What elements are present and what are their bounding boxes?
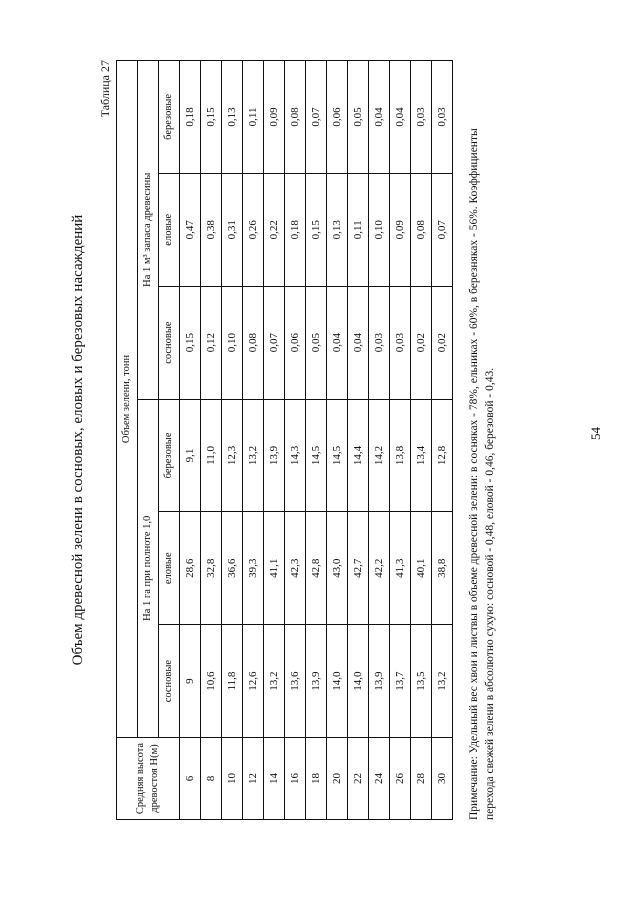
cell-spruce: 42,3 bbox=[285, 512, 306, 625]
rotated-page bbox=[70, 60, 610, 820]
header-pine: сосновые bbox=[159, 625, 180, 738]
cell-spruce2: 0,15 bbox=[306, 173, 327, 286]
header-per-ha: На 1 га при полноте 1,0 bbox=[138, 399, 159, 737]
cell-spruce2: 0,11 bbox=[348, 173, 369, 286]
cell-birch: 14,3 bbox=[285, 399, 306, 512]
cell-pine2: 0,06 bbox=[285, 286, 306, 399]
cell-pine2: 0,02 bbox=[432, 286, 453, 399]
cell-pine2: 0,08 bbox=[243, 286, 264, 399]
table-row bbox=[369, 61, 390, 820]
cell-spruce2: 0,38 bbox=[201, 173, 222, 286]
cell-pine2: 0,03 bbox=[369, 286, 390, 399]
cell-birch2: 0,08 bbox=[285, 61, 306, 174]
cell-h: 8 bbox=[201, 738, 222, 820]
cell-pine: 13,9 bbox=[369, 625, 390, 738]
table-note bbox=[466, 60, 498, 820]
cell-birch2: 0,06 bbox=[327, 61, 348, 174]
table-row bbox=[180, 61, 201, 820]
header-row-3 bbox=[159, 61, 180, 820]
cell-spruce2: 0,08 bbox=[411, 173, 432, 286]
cell-birch2: 0,15 bbox=[201, 61, 222, 174]
header-spruce-m3: еловые bbox=[159, 173, 180, 286]
cell-pine: 13,5 bbox=[411, 625, 432, 738]
table-row bbox=[285, 61, 306, 820]
cell-spruce2: 0,31 bbox=[222, 173, 243, 286]
cell-birch: 13,4 bbox=[411, 399, 432, 512]
cell-birch2: 0,04 bbox=[390, 61, 411, 174]
cell-spruce: 40,1 bbox=[411, 512, 432, 625]
cell-pine2: 0,02 bbox=[411, 286, 432, 399]
cell-spruce: 42,8 bbox=[306, 512, 327, 625]
note-line-1: Примечание: Удельный вес хвои и листвы в объеме древесной зелени: в сосняках - 78%, ельниках - 60%, в березняках - 56%. Коэффициенты bbox=[468, 128, 480, 820]
cell-birch: 9,1 bbox=[180, 399, 201, 512]
cell-spruce2: 0,22 bbox=[264, 173, 285, 286]
header-per-m3: На 1 м³ запаса древесины bbox=[138, 61, 159, 400]
cell-h: 12 bbox=[243, 738, 264, 820]
header-birch-m3: березовые bbox=[159, 61, 180, 174]
cell-pine2: 0,10 bbox=[222, 286, 243, 399]
header-spruce: еловые bbox=[159, 512, 180, 625]
cell-spruce2: 0,18 bbox=[285, 173, 306, 286]
cell-spruce2: 0,07 bbox=[432, 173, 453, 286]
cell-h: 10 bbox=[222, 738, 243, 820]
cell-birch2: 0,09 bbox=[264, 61, 285, 174]
cell-spruce: 36,6 bbox=[222, 512, 243, 625]
table-body bbox=[180, 61, 453, 820]
table-row bbox=[390, 61, 411, 820]
cell-pine: 13,2 bbox=[264, 625, 285, 738]
table-row bbox=[348, 61, 369, 820]
header-pine-m3: сосновые bbox=[159, 286, 180, 399]
cell-birch2: 0,07 bbox=[306, 61, 327, 174]
cell-pine2: 0,05 bbox=[306, 286, 327, 399]
cell-pine2: 0,04 bbox=[348, 286, 369, 399]
table-label: Таблица 27 bbox=[98, 60, 112, 118]
cell-birch: 14,5 bbox=[306, 399, 327, 512]
cell-pine: 13,2 bbox=[432, 625, 453, 738]
cell-pine2: 0,12 bbox=[201, 286, 222, 399]
cell-spruce: 38,8 bbox=[432, 512, 453, 625]
cell-pine: 9 bbox=[180, 625, 201, 738]
table-row bbox=[327, 61, 348, 820]
cell-pine: 13,9 bbox=[306, 625, 327, 738]
cell-birch: 11,0 bbox=[201, 399, 222, 512]
cell-spruce: 28,6 bbox=[180, 512, 201, 625]
cell-h: 14 bbox=[264, 738, 285, 820]
page-title: Объем древесной зелени в сосновых, еловых и березовых насаждений bbox=[70, 214, 86, 666]
cell-pine: 14,0 bbox=[348, 625, 369, 738]
note-line-2: перехода свежей зелени в абсолютно сухую: сосновой - 0,48, еловой - 0,46, березовой - 0,43. bbox=[484, 367, 496, 820]
cell-h: 18 bbox=[306, 738, 327, 820]
cell-birch2: 0,03 bbox=[411, 61, 432, 174]
header-row-1 bbox=[117, 61, 138, 820]
cell-birch2: 0,03 bbox=[432, 61, 453, 174]
cell-birch: 14,2 bbox=[369, 399, 390, 512]
cell-h: 20 bbox=[327, 738, 348, 820]
cell-pine: 11,8 bbox=[222, 625, 243, 738]
cell-pine2: 0,07 bbox=[264, 286, 285, 399]
cell-birch2: 0,04 bbox=[369, 61, 390, 174]
table-row bbox=[411, 61, 432, 820]
header-birch: березовые bbox=[159, 399, 180, 512]
cell-birch: 14,5 bbox=[327, 399, 348, 512]
page-number: 54 bbox=[588, 427, 603, 440]
cell-pine2: 0,03 bbox=[390, 286, 411, 399]
cell-h: 22 bbox=[348, 738, 369, 820]
cell-spruce: 32,8 bbox=[201, 512, 222, 625]
cell-spruce: 39,3 bbox=[243, 512, 264, 625]
table-row bbox=[306, 61, 327, 820]
cell-birch: 12,3 bbox=[222, 399, 243, 512]
cell-birch2: 0,05 bbox=[348, 61, 369, 174]
table-row bbox=[432, 61, 453, 820]
table-row bbox=[243, 61, 264, 820]
cell-pine: 13,6 bbox=[285, 625, 306, 738]
cell-birch2: 0,13 bbox=[222, 61, 243, 174]
cell-birch: 13,8 bbox=[390, 399, 411, 512]
cell-birch2: 0,18 bbox=[180, 61, 201, 174]
cell-h: 16 bbox=[285, 738, 306, 820]
cell-birch: 14,4 bbox=[348, 399, 369, 512]
header-row-2 bbox=[138, 61, 159, 820]
cell-pine2: 0,15 bbox=[180, 286, 201, 399]
cell-spruce: 41,1 bbox=[264, 512, 285, 625]
cell-spruce: 42,7 bbox=[348, 512, 369, 625]
cell-pine: 13,7 bbox=[390, 625, 411, 738]
cell-birch2: 0,11 bbox=[243, 61, 264, 174]
cell-spruce2: 0,09 bbox=[390, 173, 411, 286]
cell-pine: 14,0 bbox=[327, 625, 348, 738]
cell-h: 30 bbox=[432, 738, 453, 820]
cell-spruce2: 0,13 bbox=[327, 173, 348, 286]
cell-pine: 10,6 bbox=[201, 625, 222, 738]
cell-pine: 12,6 bbox=[243, 625, 264, 738]
cell-birch: 13,2 bbox=[243, 399, 264, 512]
table-row bbox=[264, 61, 285, 820]
data-table bbox=[116, 60, 453, 820]
cell-h: 24 bbox=[369, 738, 390, 820]
cell-spruce2: 0,47 bbox=[180, 173, 201, 286]
cell-birch: 13,9 bbox=[264, 399, 285, 512]
cell-birch: 12,8 bbox=[432, 399, 453, 512]
cell-spruce: 42,2 bbox=[369, 512, 390, 625]
cell-h: 26 bbox=[390, 738, 411, 820]
cell-h: 6 bbox=[180, 738, 201, 820]
header-height: Средняя высота древостоя Н(м) bbox=[117, 738, 180, 820]
header-volume-group: Объем зелени, тонн bbox=[117, 61, 138, 738]
cell-spruce: 41,3 bbox=[390, 512, 411, 625]
cell-spruce2: 0,26 bbox=[243, 173, 264, 286]
cell-h: 28 bbox=[411, 738, 432, 820]
cell-spruce: 43,0 bbox=[327, 512, 348, 625]
cell-pine2: 0,04 bbox=[327, 286, 348, 399]
table-row bbox=[201, 61, 222, 820]
table-row bbox=[222, 61, 243, 820]
cell-spruce2: 0,10 bbox=[369, 173, 390, 286]
